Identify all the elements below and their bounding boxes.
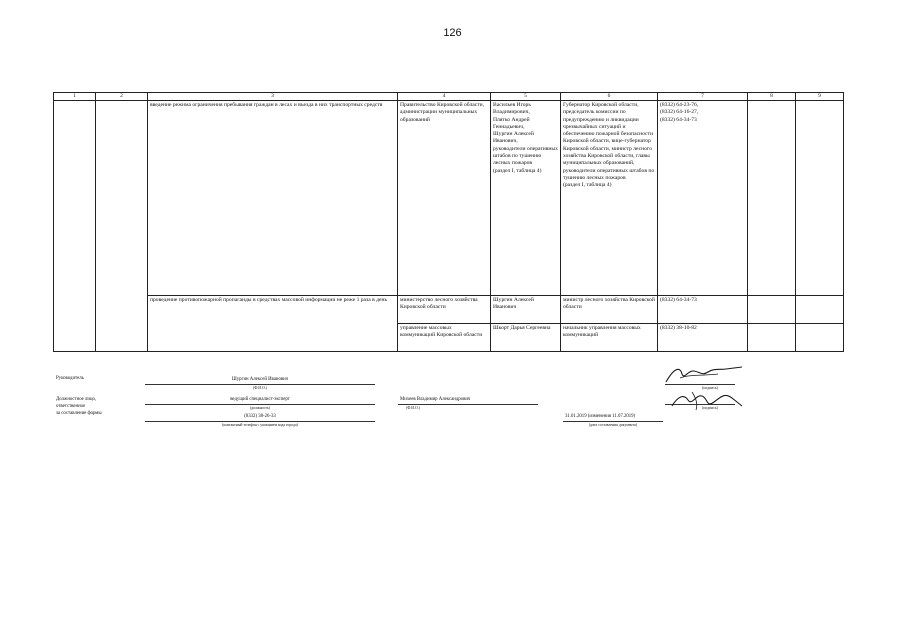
cell-measure: проведение противопожарной пропаганды в средствах массовой информации не реже 1 раза в день: [148, 296, 398, 352]
table-row: [54, 101, 844, 296]
cell-persons: Васильев Игорь Владимирович, Плятко Андрей Геннадьевич, Шургин Алексей Иванович, руководители оперативных штабов по тушению лесных пожаров (раздел I, таблица 4): [491, 101, 561, 296]
cell-position: Губернатор Кировской области, председатель комиссии по предупреждению и ликвидации чрезвычайных ситуаций и обеспечению пожарной безопасности Кировской области, вице-губернатор Кировской области, министр лесного хозяйства Кировской области, главы муниципальных образований, руководители оперативных штабов по тушению лесных пожаров (раздел I, таблица 4): [561, 101, 658, 296]
fire-measures-table: [53, 92, 844, 352]
cell-col9: [796, 101, 844, 296]
official-position-line: [145, 404, 375, 405]
header-row: [54, 93, 844, 101]
table-row: [54, 296, 844, 324]
official-name: Михеев Владимир Александрович: [400, 397, 471, 402]
official-signature-icon: [662, 388, 752, 414]
col-header: 1: [54, 93, 96, 101]
col-header: 2: [96, 93, 148, 101]
official-fio-caption: (Ф.И.О.): [406, 406, 420, 410]
col-header: 8: [748, 93, 796, 101]
official-phone-line: [145, 421, 375, 422]
official-label-1: Должностное лицо,: [56, 397, 97, 402]
cell-measure: введение режима ограничения пребывания граждан в лесах и въезда в них транспортных средств: [148, 101, 398, 296]
page-number: 126: [443, 27, 462, 39]
signature-caption-1: (подпись): [702, 386, 718, 390]
cell-col2: [96, 101, 148, 352]
signature-caption-2: (подпись): [702, 406, 718, 410]
cell-phone: (8332) 64-23-76, (8332) 64-16-27, (8332) 64-34-73: [658, 101, 748, 296]
cell-position: министр лесного хозяйства Кировской области: [561, 296, 658, 324]
phone-caption: (контактный телефон с указанием кода города): [222, 423, 298, 427]
official-label-3: за составление формы: [56, 411, 102, 416]
col-header: 3: [148, 93, 398, 101]
position-caption: (должность): [250, 406, 270, 410]
head-label: Руководитель: [56, 376, 84, 381]
head-name: Шургин Алексей Иванович: [231, 377, 289, 382]
col-header: 5: [491, 93, 561, 101]
cell-persons: Шкорт Дарья Сергеевна: [491, 324, 561, 352]
cell-col1: [54, 101, 96, 352]
official-name-line: [398, 404, 538, 405]
cell-authority: управление массовых коммуникаций Кировской области: [398, 324, 491, 352]
head-name-line: [145, 384, 375, 385]
col-header: 4: [398, 93, 491, 101]
cell-persons: Шургин Алексей Иванович: [491, 296, 561, 324]
col-header: 6: [561, 93, 658, 101]
head-fio-caption: (Ф.И.О.): [253, 386, 267, 390]
official-label-2: ответственное: [56, 404, 86, 409]
head-signature-icon: [660, 362, 750, 388]
cell-authority: министерство лесного хозяйства Кировской области: [398, 296, 491, 324]
official-phone: (8332) 38-26-33: [244, 414, 276, 419]
cell-authority: Правительство Кировской области, администрации муниципальных образований: [398, 101, 491, 296]
cell-col9: [796, 296, 844, 324]
cell-col8: [748, 296, 796, 324]
cell-phone: (8332) 64-34-73: [658, 296, 748, 324]
cell-col8: [748, 324, 796, 352]
document-date: 31.01.2019 (изменения 11.07.2019): [565, 414, 636, 419]
date-caption: (дата составления документа): [588, 423, 638, 427]
col-header: 9: [796, 93, 844, 101]
col-header: 7: [658, 93, 748, 101]
cell-phone: (8332) 38-10-82: [658, 324, 748, 352]
cell-position: начальник управления массовых коммуникаций: [561, 324, 658, 352]
cell-col8: [748, 101, 796, 296]
cell-col9: [796, 324, 844, 352]
date-line: [563, 421, 663, 422]
official-position: ведущий специалист-эксперт: [230, 397, 290, 402]
